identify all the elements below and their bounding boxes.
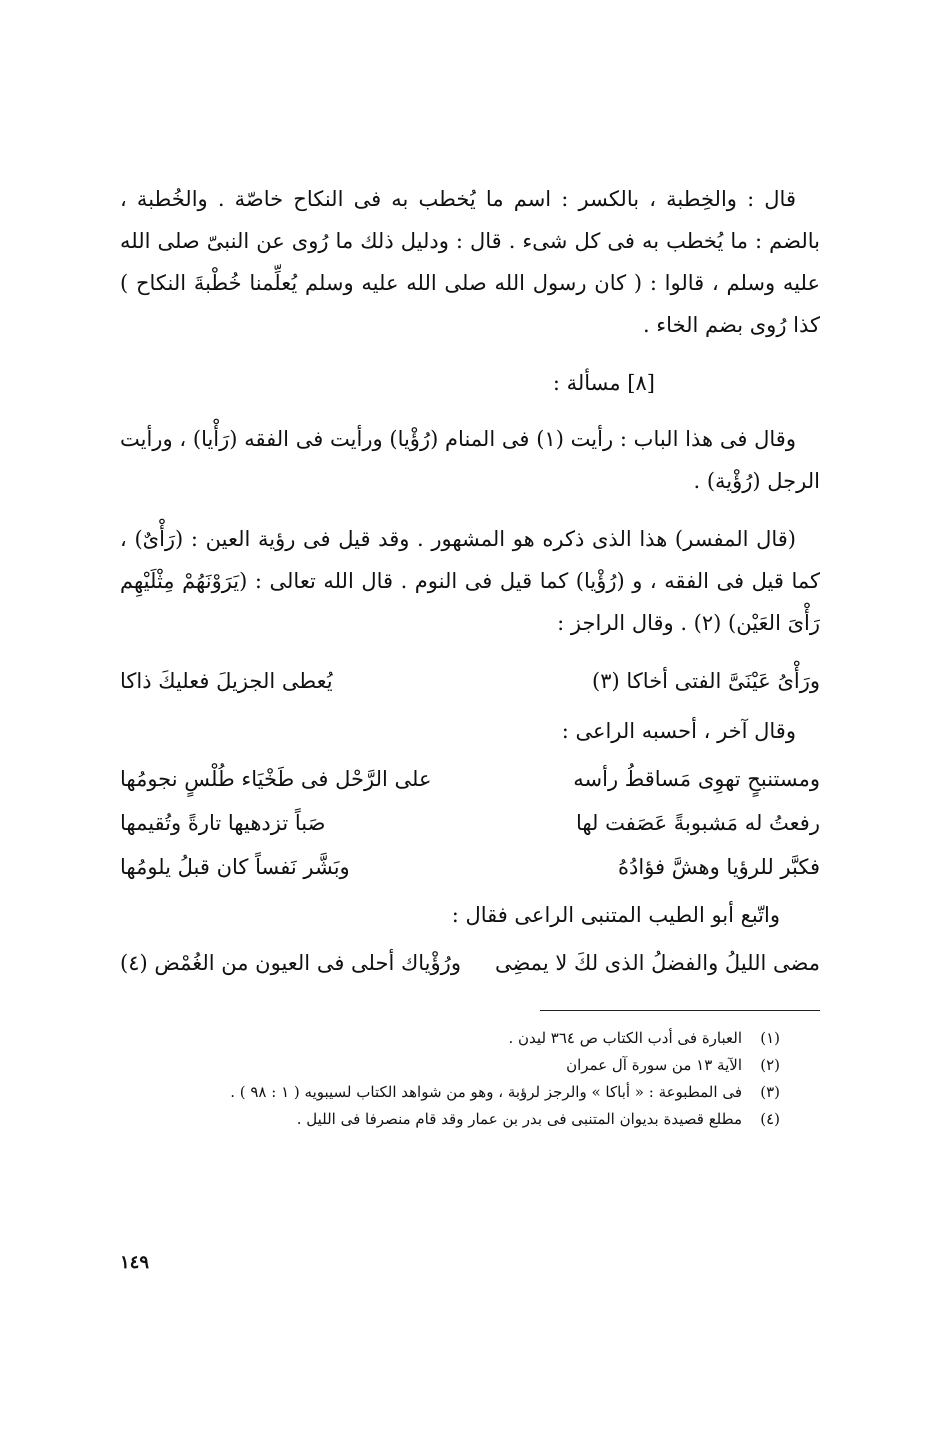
footnote-text: مطلع قصيدة بديوان المتنبى فى بدر بن عمار وقد قام منصرفا فى الليل . [296, 1110, 742, 1128]
footnotes [120, 1025, 820, 1133]
verse-intro: وقال آخر ، أحسبه الراعى : [561, 719, 796, 743]
paragraph-khitba: قال : والخِطبة ، بالكسر : اسم ما يُخطب به فى النكاح خاصّة . والخُطبة ، بالضم : ما يُخطب به فى كل شىء . قال : ودليل ذلك ما رُوى عن النبىّ صلى الله عليه وسلم ، قالوا : ( كان رسول الله صلى الله عليه وسلم يُعلِّمنا خُطْبةَ النكاح ) كذا رُوى بضم الخاء . [120, 187, 820, 337]
footnote-divider [540, 1010, 820, 1011]
verse-left-hemistich: صَباً تزدهيها تارةً وتُقيمها [120, 811, 326, 835]
footnote-number: (٢) [760, 1056, 780, 1074]
verse-line [120, 660, 820, 702]
verse-left-hemistich: يُعطى الجزيلَ فعليكَ ذاكا [120, 669, 333, 693]
verse-right-hemistich: فكبَّر للرؤيا وهشَّ فؤادُهُ [618, 855, 820, 879]
footnote [120, 1079, 780, 1106]
page-body [120, 178, 820, 1133]
page-number: ١٤٩ [120, 1252, 150, 1273]
verse-line [120, 758, 820, 800]
verse-right-hemistich: مضى الليلُ والفضلُ الذى لكَ لا يمضِى [494, 951, 820, 975]
verse-left-hemistich: وبَشَّر نَفساً كان قبلُ يلومُها [120, 855, 350, 879]
verse-line [120, 942, 820, 984]
footnote-number: (٤) [760, 1110, 780, 1128]
footnote-text: العبارة فى أدب الكتاب ص ٣٦٤ ليدن . [508, 1029, 742, 1047]
verse-intro: واتّبع أبو الطيب المتنبى الراعى فقال : [451, 903, 780, 927]
footnote-text: فى المطبوعة : « أباكا » والرجز لرؤبة ، وهو من شواهد الكتاب لسيبويه ( ١ : ٩٨ ) . [230, 1083, 742, 1101]
verse-right-hemistich: ومستنبحٍ تهوِى مَساقطُ رأسه [573, 767, 820, 791]
verse-left-hemistich: ورُؤْياك أحلى فى العيون من الغُمْض (٤) [120, 951, 461, 975]
verse-right-hemistich: رفعتُ له مَشبوبةً عَصَفت لها [575, 811, 820, 835]
footnote [120, 1106, 780, 1133]
verse-line [120, 846, 820, 888]
verse-right-hemistich: ورَأْىُ عَيْنَىَّ الفتى أخاكا (٣) [592, 669, 820, 693]
footnote-number: (١) [760, 1029, 780, 1047]
footnote [120, 1025, 780, 1052]
verse-left-hemistich: على الرَّحْل فى طَخْيَاء طُلْسٍ نجومُها [120, 767, 432, 791]
paragraph-mufassir: (قال المفسر) هذا الذى ذكره هو المشهور . وقد قيل فى رؤية العين : (رَأْىٌ) ، كما قيل فى الفقه ، و (رُؤْيا) كما قيل فى النوم . قال الله تعالى : (يَرَوْنَهُمْ مِثْلَيْهِم رَأْىَ العَيْن) (٢) . وقال الراجز : [120, 527, 820, 635]
footnote [120, 1052, 780, 1079]
section-heading: [٨] مسألة : [552, 371, 655, 395]
footnote-number: (٣) [760, 1083, 780, 1101]
verse-line [120, 802, 820, 844]
footnote-text: الآية ١٣ من سورة آل عمران [566, 1056, 742, 1074]
paragraph-ruya: وقال فى هذا الباب : رأيت (١) فى المنام (رُؤْيا) ورأيت فى الفقه (رَأْيا) ، ورأيت الرجل (رُؤْية) . [120, 427, 820, 493]
